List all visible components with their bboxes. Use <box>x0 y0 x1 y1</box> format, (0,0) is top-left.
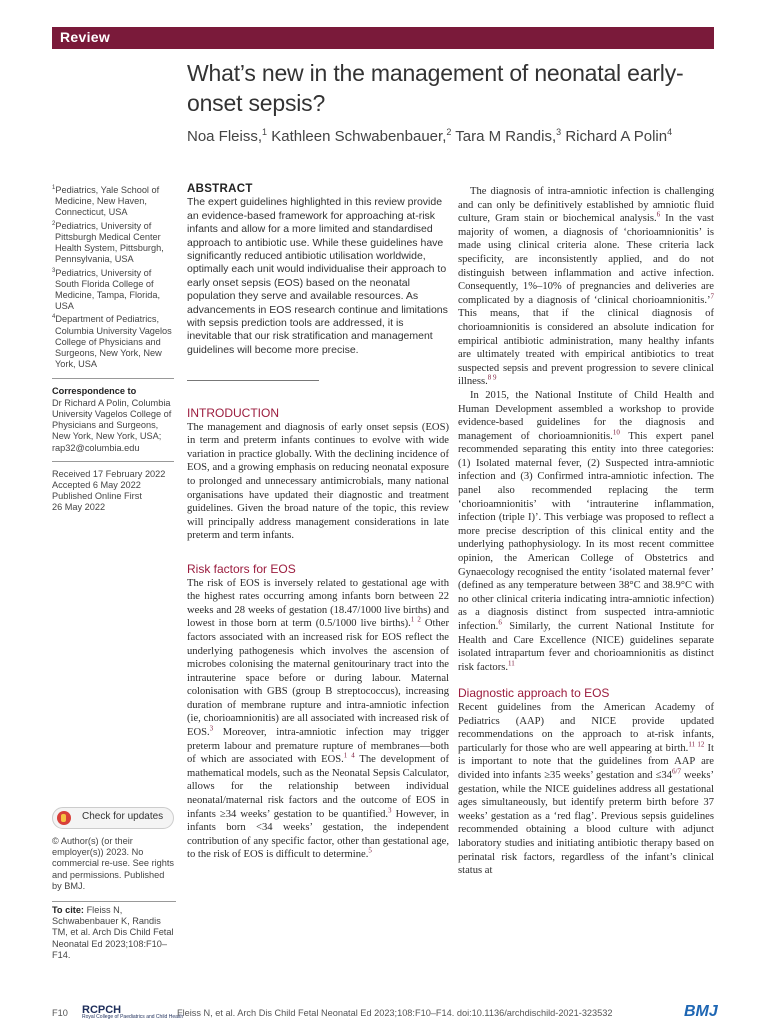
author[interactable]: Richard A Polin$^4$ <box>565 127 673 145</box>
reference-link[interactable]: 3 <box>209 724 214 733</box>
article-sidebar <box>52 183 174 514</box>
abstract <box>187 183 449 357</box>
section-banner <box>52 27 714 49</box>
section-heading-introduction: INTRODUCTION <box>187 406 279 420</box>
check-for-updates-label: Check for updates <box>82 811 164 822</box>
article-title: What’s new in the management of neonatal early-onset sepsis? <box>187 60 684 116</box>
paragraph: The management and diagnosis of early onset sepsis (EOS) in term and preterm infants continues to evolve with wide variation in practice globally. With the declining incidence of EOS, and a growing emphasis on reducing neonatal exposure to prolonged and unnecessary antimicrobials, many national organisations have updated their diagnostic and treatment guidelines. Given the broad nature of the topic, this review will principally address management considerations in late preterm and term infants. <box>187 421 449 542</box>
rcpch-logo: RCPCH Royal College of Paediatrics and Child Health <box>82 1004 184 1020</box>
page-number: F10 <box>52 1008 68 1018</box>
divider <box>52 378 174 379</box>
author[interactable]: Tara M Randis,$^3$ <box>455 127 562 145</box>
reference-link[interactable]: 6 <box>498 618 502 627</box>
affiliation: $^3$Pediatrics, University of South Florida College of Medicine, Tampa, Florida, USA <box>52 267 161 312</box>
reference-link[interactable]: 11 <box>508 659 515 668</box>
affiliation: $^1$Pediatrics, Yale School of Medicine, New Haven, Connecticut, USA <box>52 185 160 218</box>
paragraph: Recent guidelines from the American Academy of Pediatrics (AAP) and NICE provide updated recommendations on the approach to at-risk infants, particularly for those who are well appearing at birth.$^{11 12}$ It is important to note that the guidelines from AAP are divided into infants ≥35 weeks’ gestation and $\le 34^{6/7}$ weeks’ gestation, while the NICE guidelines address all gestational ages simultaneously, but identify preterm birth before 37 weeks’ gestation as a ‘red flag’. Previous sepsis guidelines recommended obtaining a blood culture with adjunct laboratory studies and initiating antibiotic therapy based on perinatal risk factors, regardless of the infant’s clinical status at <box>458 701 715 877</box>
section-label: Review <box>60 29 111 45</box>
author[interactable]: Noa Fleiss,$^1$ <box>187 127 268 145</box>
reference-link[interactable]: 1 4 <box>343 751 355 760</box>
accepted-date: Accepted 6 May 2022 <box>52 479 141 490</box>
abstract-divider <box>187 380 319 381</box>
check-for-updates-button[interactable] <box>52 807 174 829</box>
reference-link[interactable]: 11 12 <box>688 740 705 749</box>
section-heading-risk-factors: Risk factors for EOS <box>187 561 296 576</box>
crossmark-icon <box>57 811 71 825</box>
reference-link[interactable]: 3 <box>388 806 392 815</box>
abstract-heading: ABSTRACT <box>187 183 253 195</box>
copyright-notice: © Author(s) (or their employer(s)) 2023. No commercial re-use. See rights and permissions. Published by BMJ. <box>52 836 175 891</box>
right-column <box>458 185 714 878</box>
correspondence-text[interactable]: Dr Richard A Polin, Columbia University Vagelos College of Physicians and Surgeons, New York, New York, USA; rap32@columbia.edu <box>52 397 172 453</box>
paragraph: The risk of EOS is inversely related to gestational age with the highest rates occurring among infants born between 22 weeks and 28 weeks of gestation (18.47/1000 live births) and lowest in those born at term (0.5/1000 live births).$^{1 2}$ Other factors associated with an increased risk for EOS reflect the underlying pathogenesis which involves the ascension of microbes colonising the maternal genitourinary tract into the intrauterine space before or during labour. Maternal colonisation with GBS (group B streptococcus), increasing duration of membrane rupture and intra-amniotic infection (ie, chorioamnionitis) are all associated with increased risk of EOS.$^3$ Moreover, intra-amniotic infection may trigger preterm labour and premature rupture of membranes—both of which are associated with EOS.$^{1 4}$ The development of mathematical models, such as the Neonatal Sepsis Calculator, allows for the relationship between individual neonatal/maternal risk factors and the outcome of EOS in infants ≥34 weeks’ gestation to be quantified.$^3$ However, in infants born <34 weeks’ gestation, the independent contribution of any specific factor, other than gestational age, to the risk of EOS is difficult to determine.$^5$ <box>187 577 450 861</box>
reference-link[interactable]: 5 <box>368 846 372 855</box>
left-column <box>187 407 449 862</box>
correspondence-heading: Correspondence to <box>52 385 137 396</box>
paragraph: In 2015, the National Institute of Child Health and Human Development assembled a workshop to provide evidence-based guidelines for the diagnosis and management of chorioamnionitis.$^{10}$ This expert panel recommended separating this entity into three categories: (1) Isolated maternal fever, (2) Suspected intra-amniotic infection and (3) Confirmed intra-amniotic infection. The panel also recommended replacing the term ‘chorioamnionitis’ with ‘intrauterine inflammation, infection (triple I)’. This verbiage was proposed to reflect a more precise description of this clinical entity and the underlying pathophysiology. In its most recent committee opinion, the American College of Obstetrics and Gynaecology recognised the entity ‘isolated maternal fever’ (defined as any temperature between 38°C and 38.9°C with no other clinical criteria indicating intra-amniotic infection) as a diagnosis distinct from suspected intra-amniotic infection.$^6$ Similarly, the current National Institute for Health and Care Excellence (NICE) guidelines separate isolated intrapartum fever and chorioamnionitis as distinct risk factors.$^{11}$ <box>458 389 714 673</box>
affiliation: $^4$Department of Pediatrics, Columbia University Vagelos College of Physicians and Surgeons, New York, New York, USA <box>52 314 172 370</box>
bmj-logo: BMJ <box>684 1003 718 1020</box>
reference-link[interactable]: 7 <box>710 292 714 301</box>
received-date: Received 17 February 2022 <box>52 468 166 479</box>
published-date: 26 May 2022 <box>52 502 106 513</box>
author[interactable]: Kathleen Schwabenbauer,$^2$ <box>271 127 452 145</box>
published-label: Published Online First <box>52 491 142 502</box>
reference-link[interactable]: 10 <box>612 428 620 437</box>
reference-link[interactable]: 8 9 <box>487 373 497 382</box>
section-heading-diagnostic-approach: Diagnostic approach to EOS <box>458 686 610 701</box>
to-cite-label: To cite: <box>52 905 84 915</box>
to-cite-text: Fleiss N, Schwabenbauer K, Randis TM, et al. Arch Dis Child Fetal Neonatal Ed 2023;108:F10–F14. <box>52 905 174 960</box>
citation-box <box>52 901 176 961</box>
affiliation: $^2$Pediatrics, University of Pittsburgh Medical Center Health System, Pittsburgh, Pennsylvania, USA <box>52 220 164 265</box>
superscript-fraction: 6/7 <box>672 767 681 776</box>
reference-link[interactable]: 6 <box>656 210 661 219</box>
author-list <box>187 127 717 145</box>
page-footer <box>52 1003 718 1023</box>
reference-link[interactable]: 1 2 <box>410 615 421 624</box>
abstract-text: The expert guidelines highlighted in this review provide an evidence-based framework for approaching at-risk infants and allow for a more limited and standardised approach to antibiotic use. While these guidelines have significantly reduced antibiotic utilisation worldwide, optimally each unit would individualise their approach to early onset sepsis (EOS) based on the neonatal population they serve and available resources. As advancements in EOS research continue and limitations with sepsis prediction tools are addressed, it is inevitable that our risk stratification and management guidelines will become more precise. <box>187 196 448 356</box>
footer-citation[interactable]: Fleiss N, et al. Arch Dis Child Fetal Neonatal Ed 2023;108:F10–F14. doi:10.1136/archdischild-2021-323532 <box>177 1008 613 1018</box>
divider <box>52 461 174 462</box>
paragraph: The diagnosis of intra-amniotic infection is challenging and can only be definitively established by amniotic fluid culture, Gram stain or biochemical analysis.$^6$ In the vast majority of women, a diagnosis of ‘chorioamnionitis’ is made using clinical criteria alone. These criteria lack specificity, are inconsistently applied, and do not distinguish between inflammation and active infection. Consequently, 1%–10% of pregnancies and deliveries are complicated by a diagnosis of ‘clinical chorioamnionitis.’$^7$ This means, that if the clinical diagnosis of chorioamnionitis is considered an absolute indication for empirical antibiotic administration, many healthy infants are ultimately treated with empirical antibiotics to treat suspected sepsis and prevent progression to severe clinical illness.$^{8 9}$ <box>458 186 714 388</box>
